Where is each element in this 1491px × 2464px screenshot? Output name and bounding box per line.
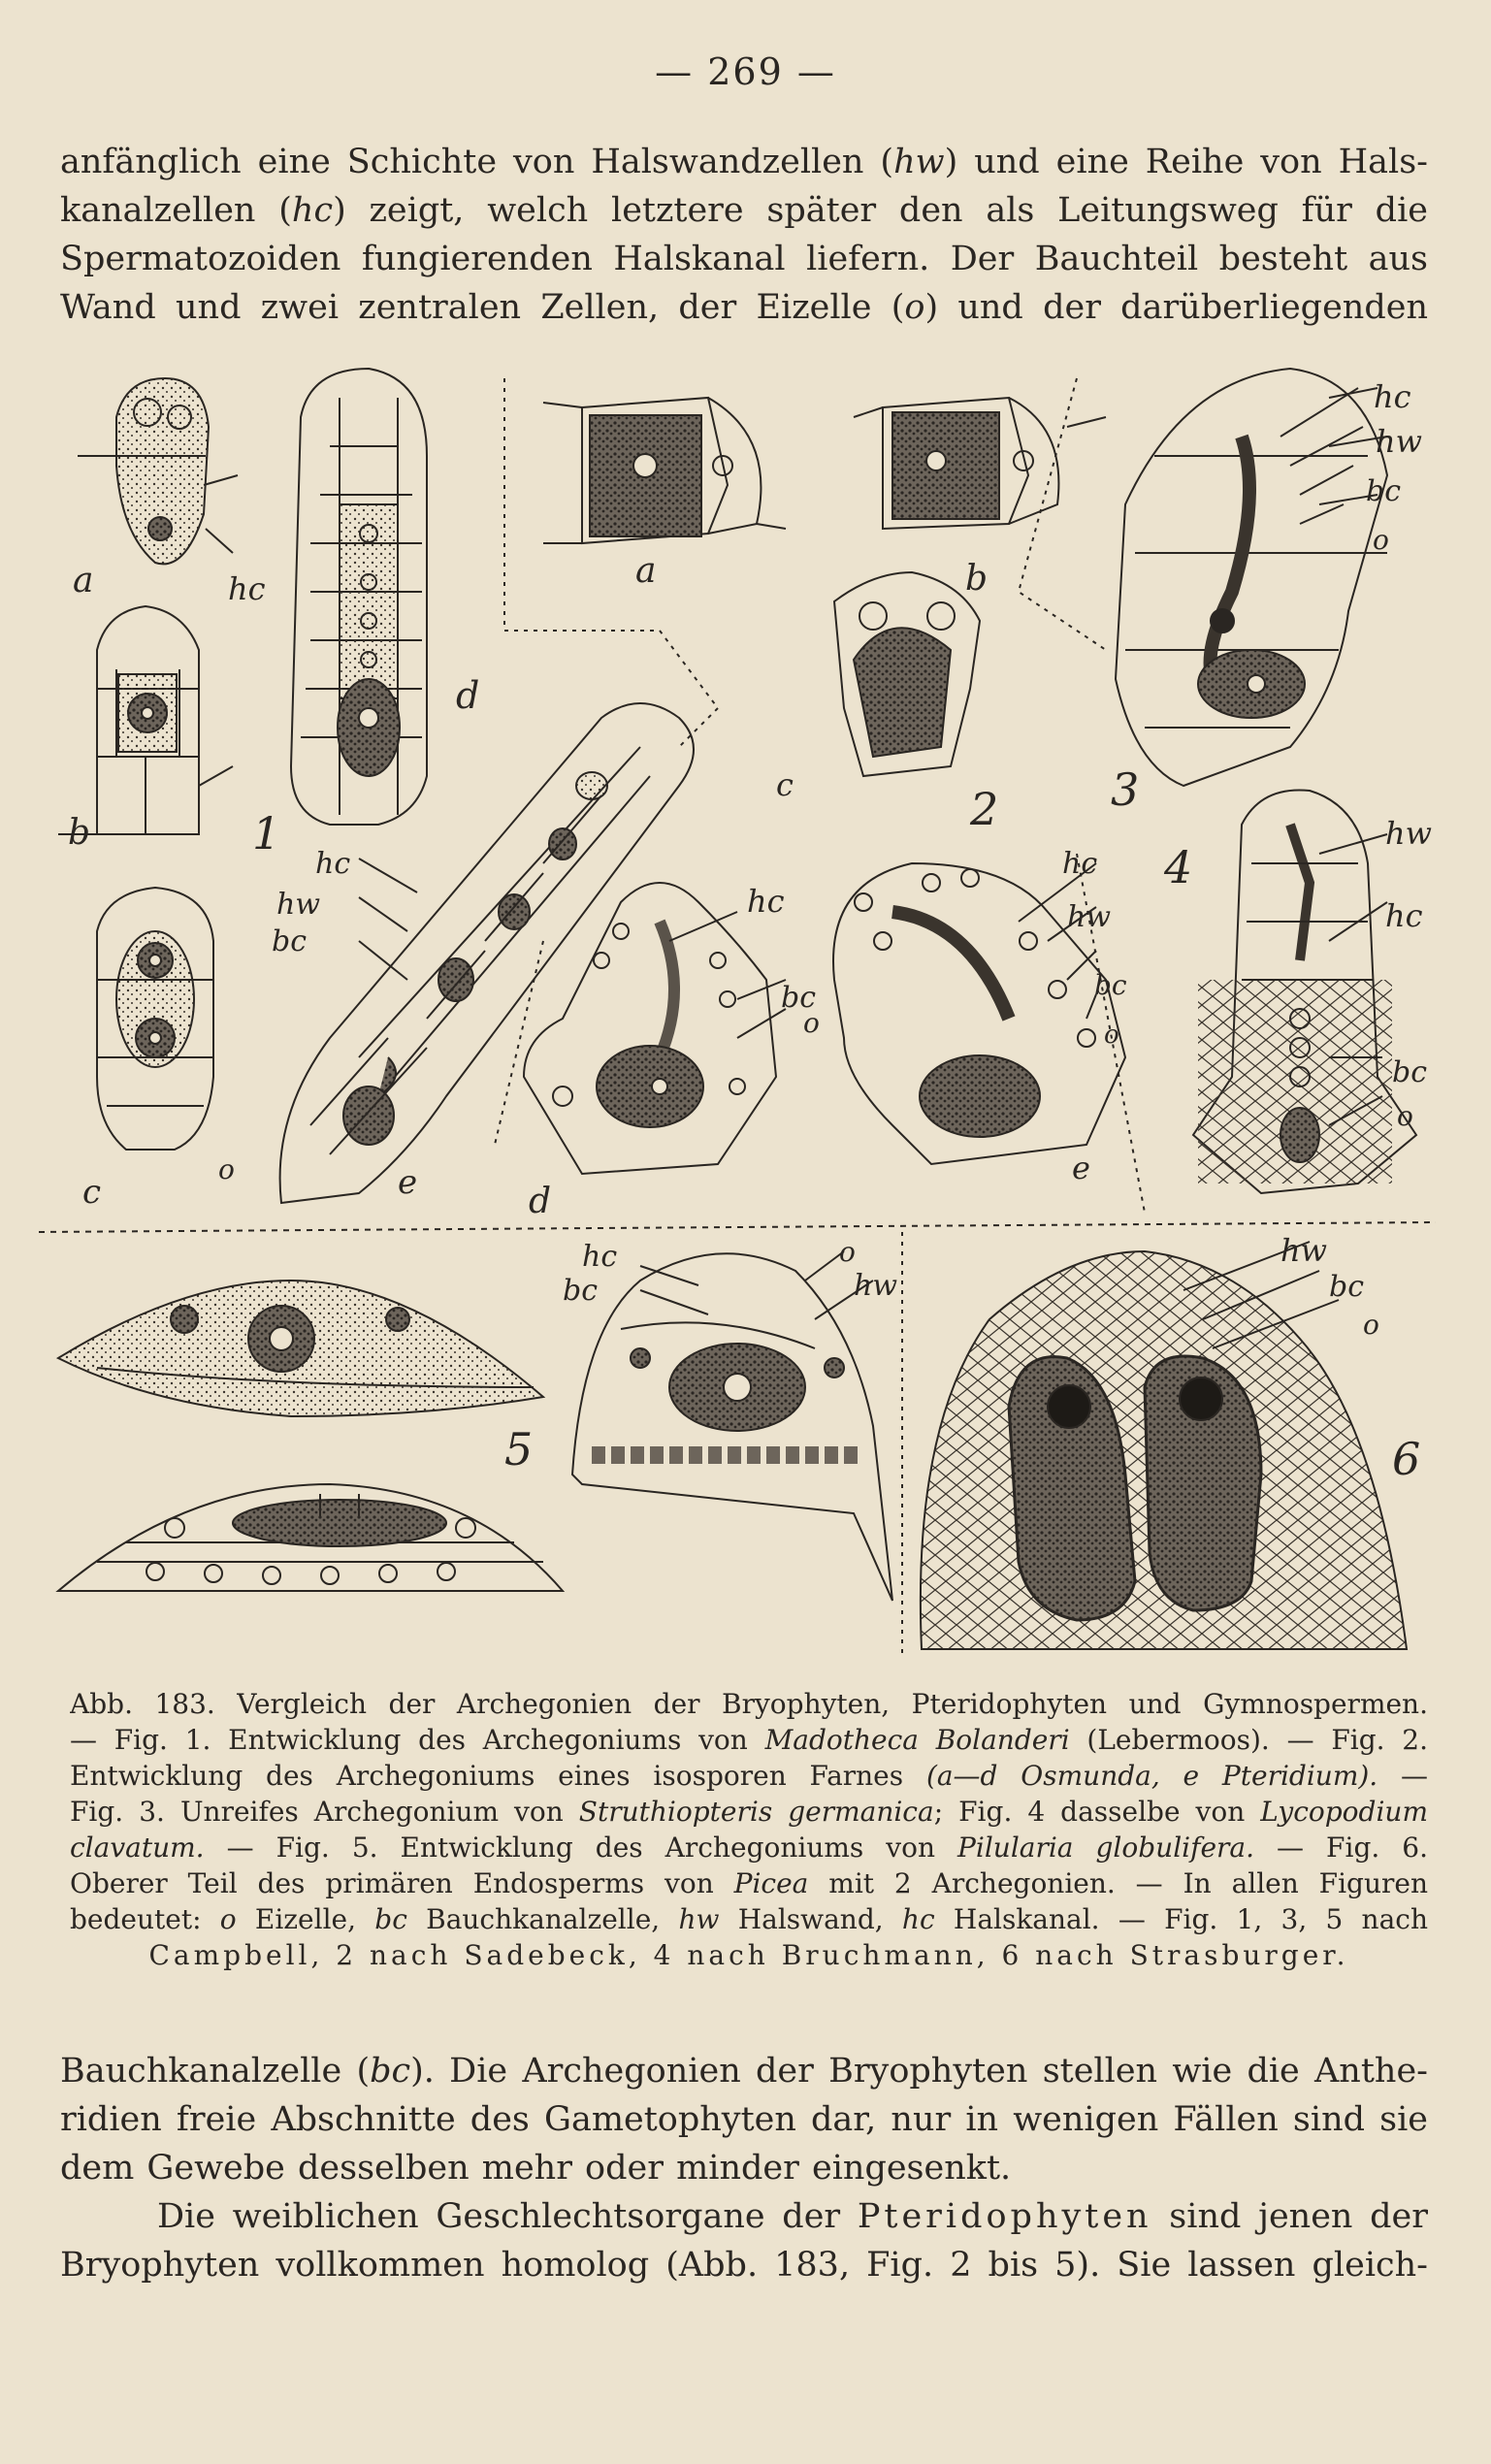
label-fig6-o: o [1363,1309,1379,1341]
label-fig1-b: b [68,813,91,853]
label-fig-5: 5 [504,1423,534,1475]
fig1-d-drawing [291,369,427,825]
label-fig5-bc: bc [563,1274,599,1308]
label-fig2d-o: o [803,1007,820,1039]
text-line: ridien freie Abschnitte des Gametophyten dar, nur in wenigen Fällen sind sie [60,2100,1428,2139]
fig1-c-drawing [97,888,213,1150]
label-fig-2: 2 [970,783,999,835]
label-fig2d-bc: bc [781,981,817,1015]
label-fig2-d: d [529,1182,552,1221]
label-fig4-hw: hw [1385,815,1432,852]
label-fig1e-hw: hw [276,888,320,922]
label-fig2e-o: o [1104,1021,1119,1050]
paragraph-top [60,138,1428,332]
caption-line: Entwicklung des Archegoniums eines isosporen Farnes (a—d Osmunda, e Pteridium). — [70,1760,1428,1792]
text-line: kanalzellen (hc) zeigt, welch letztere später den als Leitungsweg für die [60,191,1428,230]
label-fig-4: 4 [1164,841,1193,893]
label-fig3-hc: hc [1374,378,1411,415]
text-line: Wand und zwei zentralen Zellen, der Eizelle (o) und der darüberliegenden [60,288,1428,327]
fig6-drawing [921,1251,1407,1649]
text-line: Bauchkanalzelle (bc). Die Archegonien der Bryophyten stellen wie die Anthe- [60,2052,1428,2091]
fig2-abc-drawing [543,398,1106,776]
label-fig2e-hc: hc [1062,847,1098,881]
label-fig2-c: c [776,766,794,803]
label-fig4-bc: bc [1392,1055,1428,1089]
label-fig1e-o: o [218,1153,235,1185]
label-fig2-e: e [1072,1150,1090,1186]
label-fig1-e: e [398,1163,418,1202]
text-line: Bryophyten vollkommen homolog (Abb. 183, Fig. 2 bis 5). Sie lassen gleich- [60,2246,1428,2285]
text-line: Die weiblichen Geschlechtsorgane der Pteridophyten sind jenen der [157,2197,1428,2236]
page-number: — 269 — [655,50,836,93]
caption-line: Campbell, 2 nach Sadebeck, 4 nach Bruchmann, 6 nach Strasburger. [148,1939,1349,1971]
archegonia-figure [39,359,1436,1659]
label-fig5-hc: hc [582,1240,618,1274]
label-fig1-hc: hc [228,570,266,607]
label-fig3-o: o [1373,524,1389,556]
fig1-e-drawing [280,703,694,1203]
caption-line: Oberer Teil des primären Endosperms von Picea mit 2 Archegonien. — In allen Figuren [70,1867,1428,1899]
label-fig1e-hc: hc [315,847,351,881]
label-fig-6: 6 [1392,1433,1421,1485]
fig1-a-drawing [78,378,238,564]
caption-line: Abb. 183. Vergleich der Archegonien der Bryophyten, Pteridophyten und Gymnospermen. [70,1688,1428,1720]
label-fig5-o: o [839,1236,856,1268]
fig4-drawing [1193,790,1416,1193]
label-fig4-hc: hc [1385,897,1423,934]
caption-line: clavatum. — Fig. 5. Entwicklung des Archegoniums von Pilularia globulifera. — Fig. 6. [70,1832,1428,1864]
fig5-top-drawing [58,1281,543,1416]
fig2-d-drawing [524,883,776,1174]
text-line: anfänglich eine Schichte von Halswandzellen (hw) und eine Reihe von Hals- [60,143,1428,181]
caption-line: bedeutet: o Eizelle, bc Bauchkanalzelle, hw Halswand, hc Halskanal. — Fig. 1, 3, 5 nach [70,1903,1428,1935]
label-fig2d-hc: hc [747,883,785,920]
label-fig6-hw: hw [1280,1232,1327,1269]
fig1-b-drawing [58,606,233,834]
label-fig5-hw: hw [854,1269,897,1303]
label-fig3-bc: bc [1366,474,1402,508]
paragraph-bottom [60,2047,1428,2289]
text-line: Spermatozoiden fungierenden Halskanal liefern. Der Bauchteil besteht aus [60,240,1428,278]
caption-line: Fig. 3. Unreifes Archegonium von Struthiopteris germanica; Fig. 4 dasselbe von Lycopodium [70,1796,1428,1828]
label-fig-1: 1 [252,807,281,859]
figure-caption [70,1686,1428,1973]
label-fig3-hw: hw [1376,423,1422,460]
label-fig1-d: d [456,674,480,717]
caption-line: — Fig. 1. Entwicklung des Archegoniums von Madotheca Bolanderi (Lebermoos). — Fig. 2. [70,1724,1428,1756]
archegonia-illustration [39,359,1436,1659]
label-fig2e-hw: hw [1067,900,1111,934]
label-fig1e-bc: bc [272,924,308,958]
label-fig1-c: c [82,1173,102,1212]
label-fig2-a: a [635,551,657,591]
label-fig2-b: b [965,559,989,599]
fig3-drawing [1116,369,1387,786]
label-fig6-bc: bc [1329,1270,1365,1304]
text-line: dem Gewebe desselben mehr oder minder eingesenkt. [60,2149,1012,2188]
label-fig-3: 3 [1111,763,1140,816]
fig5-bottom-drawing [58,1484,563,1591]
label-fig1-a: a [73,561,94,600]
label-fig2e-bc: bc [1094,969,1127,1001]
fig5-right-drawing [572,1253,892,1601]
label-fig4-o: o [1397,1100,1413,1132]
